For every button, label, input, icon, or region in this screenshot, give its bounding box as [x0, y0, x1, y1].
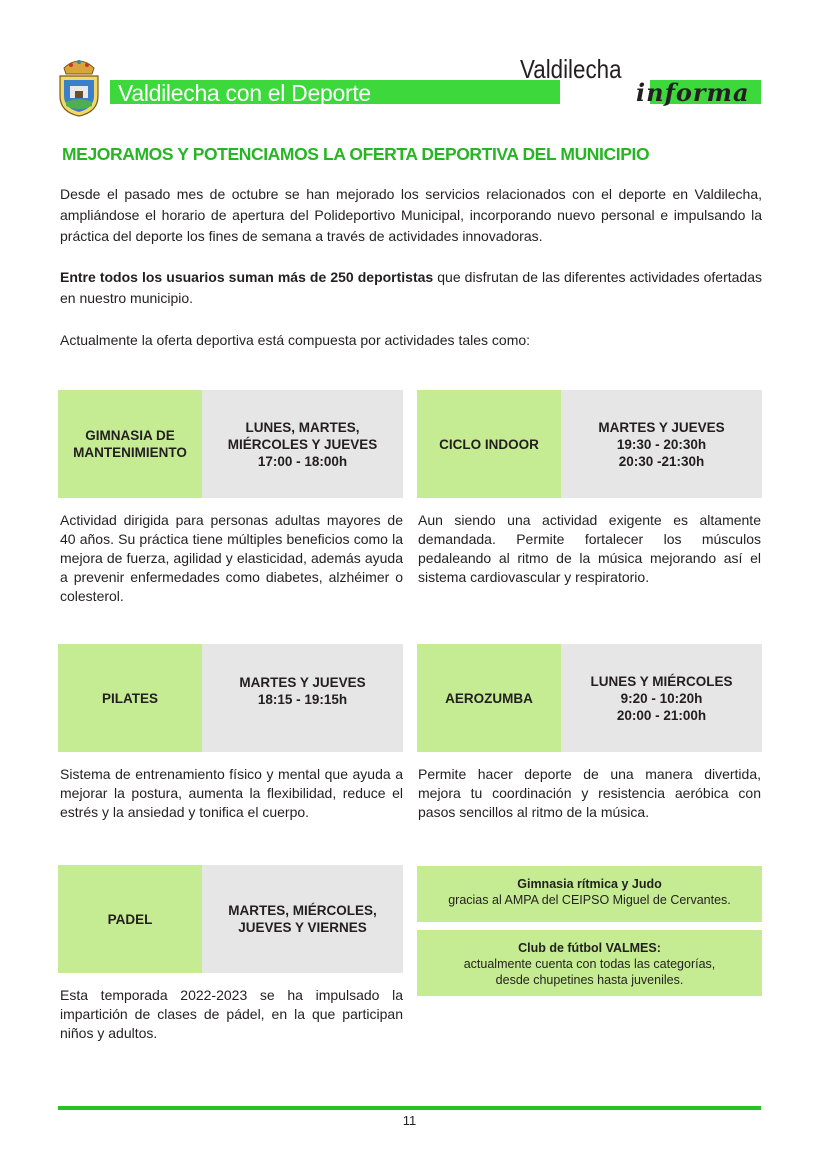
- activity-name: PADEL: [58, 865, 202, 973]
- activity-name: AEROZUMBA: [417, 644, 561, 752]
- headline: MEJORAMOS Y POTENCIAMOS LA OFERTA DEPORTIVA DEL MUNICIPIO: [62, 144, 650, 164]
- intro-paragraph-1: Desde el pasado mes de octubre se han mejorado los servicios relacionados con el deporte en Valdilecha, ampliándose el horario de apertura del Polideportivo Municipal, incorporando nuevo personal e impulsando la práctica del deporte los fines de semana a través de actividades innovadoras.: [60, 186, 762, 244]
- intro-highlight: Entre todos los usuarios suman más de 250 deportistas: [60, 269, 434, 285]
- info-box-line: desde chupetines hasta juveniles.: [495, 973, 684, 987]
- intro-paragraph-3: Actualmente la oferta deportiva está compuesta por actividades tales como:: [60, 332, 531, 348]
- activity-schedule: [202, 644, 403, 752]
- intro-paragraph-2: [60, 267, 762, 309]
- schedule-line: 19:30 - 20:30h: [616, 436, 707, 452]
- activity-description: Sistema de entrenamiento físico y mental que ayuda a mejorar la postura, aumenta la flexibilidad, reduce el estrés y la ansiedad y tonifica el cuerpo.: [60, 766, 403, 820]
- activity-name: PILATES: [58, 644, 202, 752]
- schedule-line: 9:20 - 10:20h: [620, 690, 703, 706]
- activity-schedule: [202, 390, 403, 498]
- activity-schedule: [202, 865, 403, 973]
- schedule-line: MIÉRCOLES Y JUEVES: [227, 436, 378, 452]
- schedule-line: LUNES, MARTES,: [245, 419, 360, 435]
- activity-card-pilates: [58, 644, 403, 752]
- schedule-line: MARTES Y JUEVES: [598, 419, 725, 435]
- schedule-line: JUEVES Y VIERNES: [238, 920, 367, 935]
- page-number: 11: [402, 1113, 417, 1128]
- activity-schedule: [561, 644, 762, 752]
- schedule-line: MARTES Y JUEVES: [239, 675, 366, 690]
- activity-card-padel: [58, 865, 403, 973]
- schedule-line: MARTES, MIÉRCOLES,: [228, 903, 377, 918]
- activity-card-gimnasia: [58, 390, 403, 498]
- info-box-line: gracias al AMPA del CEIPSO Miguel de Cervantes.: [448, 893, 731, 907]
- schedule-line: 18:15 - 19:15h: [257, 692, 348, 707]
- activity-schedule: [561, 390, 762, 498]
- info-box-gimnasia-ritmica: [417, 866, 762, 922]
- brand-name: Valdilecha: [520, 54, 622, 84]
- footer-rule: [58, 1106, 761, 1110]
- activity-card-ciclo-indoor: [417, 390, 762, 498]
- info-box-club-futbol: [417, 930, 762, 996]
- activity-description: Aun siendo una actividad exigente es altamente demandada. Permite fortalecer los músculos pedaleando al ritmo de la música mejorando así el sistema cardiovascular y respiratorio.: [418, 512, 761, 585]
- schedule-line: LUNES Y MIÉRCOLES: [590, 673, 733, 689]
- activity-name: CICLO INDOOR: [417, 390, 561, 498]
- intro-paragraph-2-rest: que disfrutan de las diferentes actividades ofertadas en nuestro municipio.: [60, 269, 762, 306]
- activity-description: Actividad dirigida para personas adultas mayores de 40 años. Su práctica tiene múltiples beneficios como la mejora de fuerza, agilidad y elasticidad, además ayuda a prevenir enfermedades como diabetes, alzhéimer o colesterol.: [60, 512, 403, 604]
- schedule-line: 20:00 - 21:00h: [616, 707, 707, 723]
- section-title: Valdilecha con el Deporte: [118, 80, 371, 106]
- activity-name: GIMNASIA DE MANTENIMIENTO: [58, 390, 202, 498]
- schedule-line: 17:00 - 18:00h: [257, 453, 348, 469]
- activity-description: Permite hacer deporte de una manera divertida, mejora tu coordinación y resistencia aeróbica con pasos sencillos al ritmo de la música.: [418, 766, 761, 820]
- schedule-line: 20:30 -21:30h: [618, 453, 705, 469]
- info-box-line: actualmente cuenta con todas las categorías,: [463, 957, 716, 971]
- brand-script: informa: [636, 78, 750, 107]
- info-box-title: Gimnasia rítmica y Judo: [517, 877, 662, 891]
- activity-card-aerozumba: [417, 644, 762, 752]
- activity-description: Esta temporada 2022-2023 se ha impulsado la impartición de clases de pádel, en la que participan niños y adultos.: [60, 987, 403, 1041]
- municipal-crest-icon: [50, 52, 108, 118]
- info-box-title: Club de fútbol VALMES:: [518, 941, 661, 955]
